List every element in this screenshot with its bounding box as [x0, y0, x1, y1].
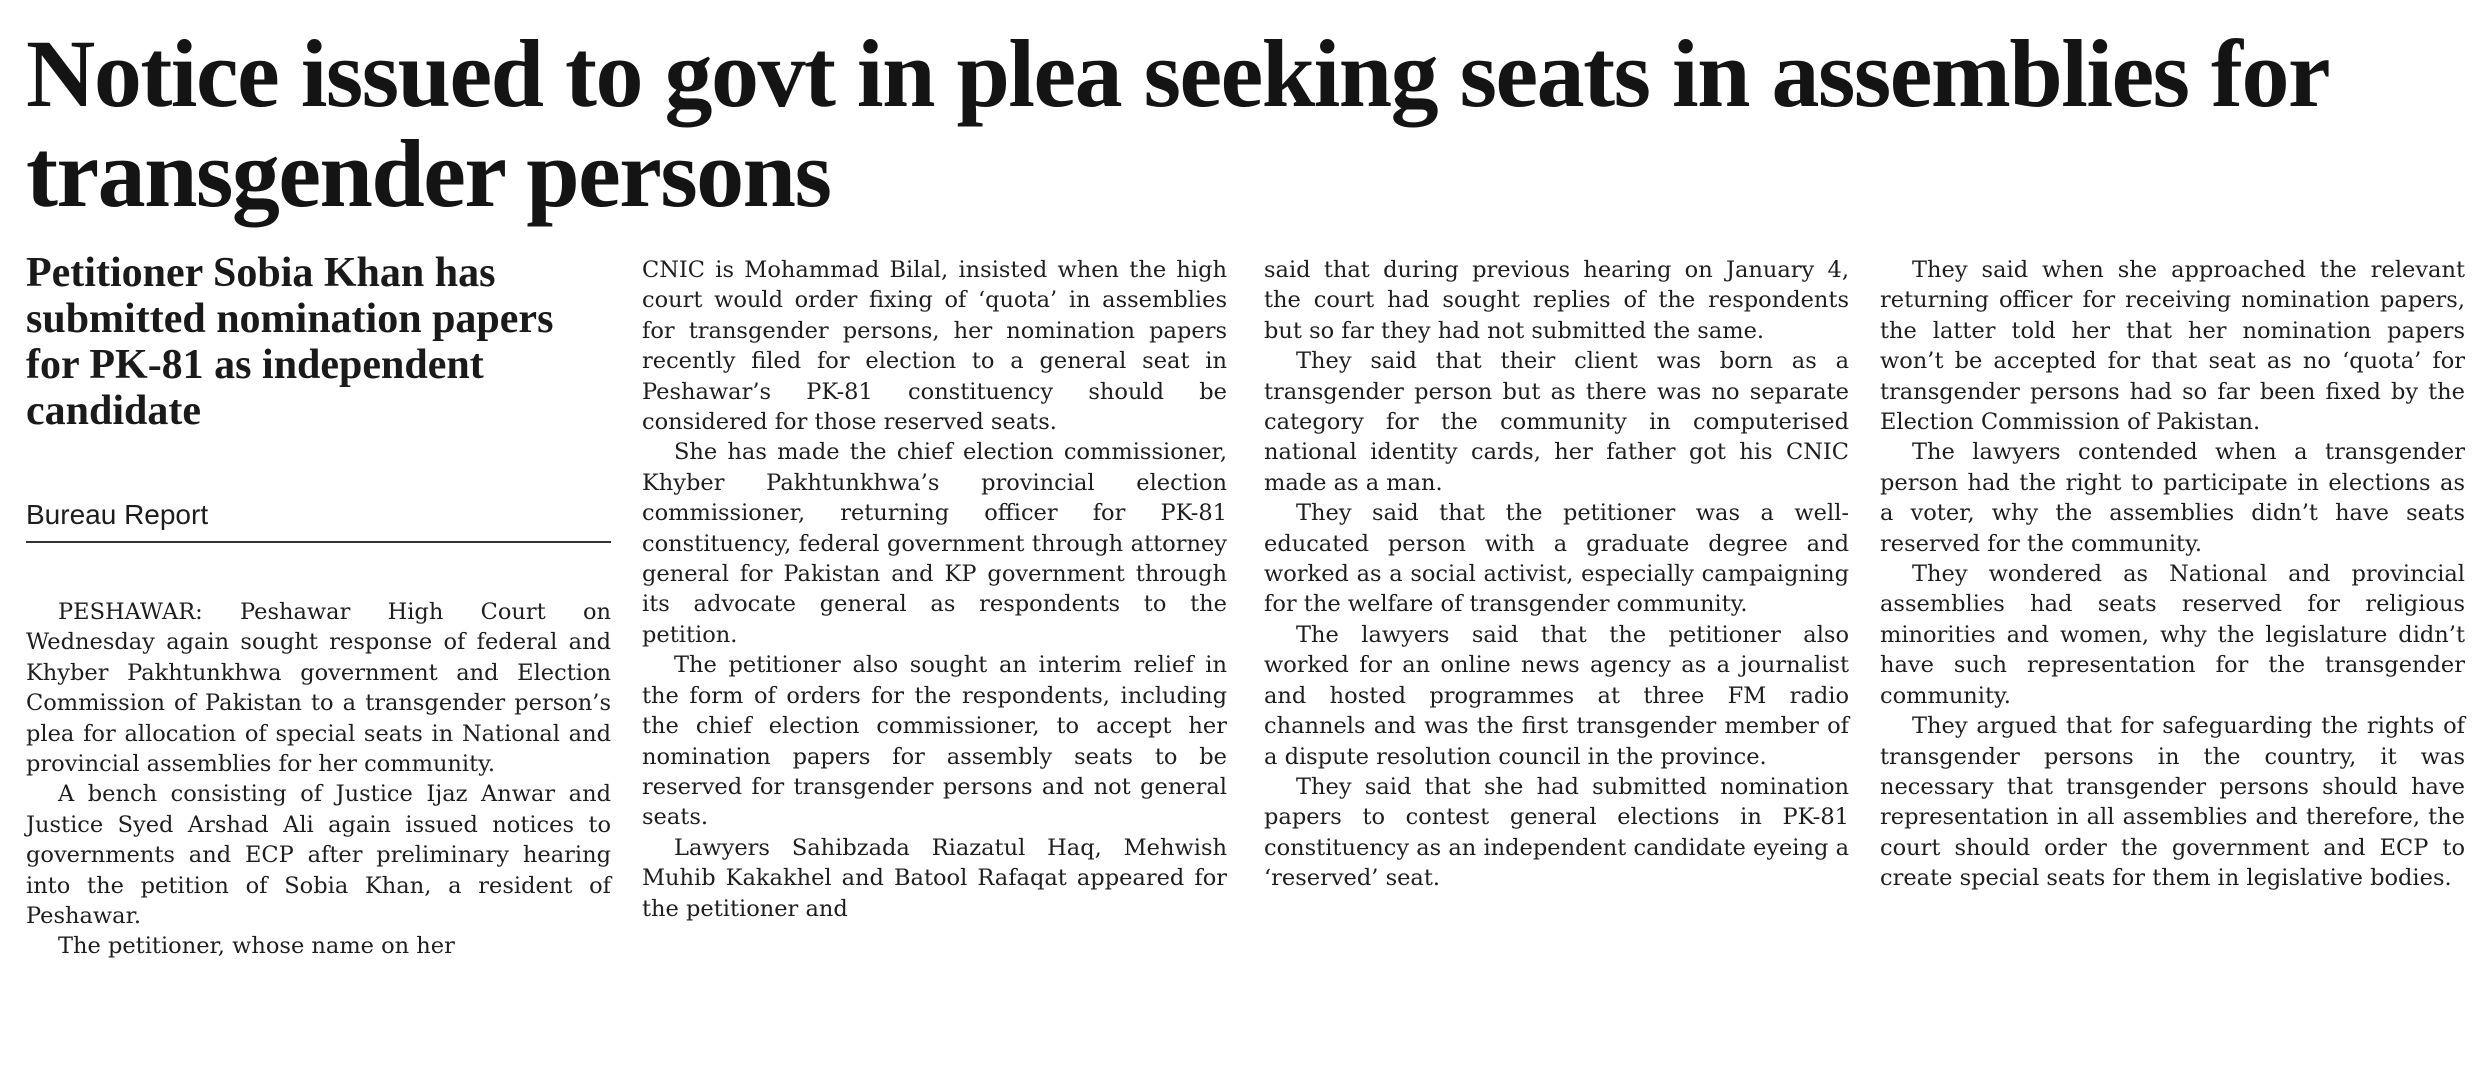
paragraph: They said that the petitioner was a well-educated person with a graduate degree and worked as a social activist, especially campaigning for the welfare of transgender community. — [1264, 500, 1849, 618]
paragraph: PESHAWAR: Peshawar High Court on Wednesday again sought response of federal and Khyber Pakhtunkhwa government and Election Commission of Pakistan to a transgender person’s plea for allocation of special seats in National and provincial assemblies for her community. — [26, 599, 611, 778]
headline: Notice issued to govt in plea seeking seats in assemblies for transgender persons — [26, 20, 2328, 227]
paragraph: They said when she approached the relevant returning officer for receiving nomination papers, the latter told her that her nomination papers won’t be accepted for that seat as no ‘quota’ for transgender persons had so far been fixed by the Election Commission of Pakistan. — [1880, 257, 2465, 436]
paragraph: The lawyers contended when a transgender person had the right to participate in elections as a voter, why the assemblies didn’t have seats reserved for the community. — [1880, 439, 2465, 557]
paragraph: They said that she had submitted nomination papers to contest general elections in PK-81 constituency as an independent candidate eyeing a ‘reserved’ seat. — [1264, 773, 1849, 892]
body-column-2 — [642, 255, 1227, 924]
paragraph: CNIC is Mohammad Bilal, insisted when the high court would order fixing of ‘quota’ in assemblies for transgender persons, her nomination papers recently filed for election to a general seat in Peshawar’s PK-81 constituency should be considered for those reserved seats. — [642, 257, 1227, 436]
paragraph: said that during previous hearing on January 4, the court had sought replies of the respondents but so far they had not submitted the same. — [1264, 257, 1849, 344]
byline: Bureau Report — [26, 499, 209, 530]
paragraph: The lawyers said that the petitioner also worked for an online news agency as a journalist and hosted programmes at three FM radio channels and was the first transgender member of a dispute resolution council in the province. — [1264, 621, 1849, 770]
paragraph: Lawyers Sahibzada Riazatul Haq, Mehwish Muhib Kakakhel and Batool Rafaqat appeared for the petitioner and — [642, 834, 1227, 922]
paragraph: The petitioner also sought an interim relief in the form of orders for the respondents, including the chief election commissioner, to accept her nomination papers for assembly seats to be reserved for transgender persons and not general seats. — [642, 652, 1227, 831]
byline-divider — [26, 541, 611, 543]
body-column-4 — [1880, 255, 2465, 894]
paragraph: They said that their client was born as a transgender person but as there was no separate category for the community in computerised national identity cards, her father got his CNIC made as a man. — [1264, 348, 1849, 496]
body-column-1 — [26, 597, 611, 962]
paragraph: The petitioner, whose name on her — [58, 933, 455, 960]
subheadline: Petitioner Sobia Khan has submitted nomination papers for PK-81 as independent candidate — [26, 250, 554, 434]
body-column-3 — [1264, 255, 1849, 894]
paragraph: They wondered as National and provincial assemblies had seats reserved for religious minorities and women, why the legislature didn’t have such representation for the transgender community. — [1880, 561, 2465, 709]
paragraph: A bench consisting of Justice Ijaz Anwar and Justice Syed Arshad Ali again issued notices to governments and ECP after preliminary hearing into the petition of Sobia Khan, a resident of Peshawar. — [26, 781, 611, 930]
paragraph: She has made the chief election commissioner, Khyber Pakhtunkhwa’s provincial election commissioner, returning officer for PK-81 constituency, federal government through attorney general for Pakistan and KP government through its advocate general as respondents to the petition. — [642, 439, 1227, 648]
paragraph: They argued that for safeguarding the rights of transgender persons in the country, it was necessary that transgender persons should have representation in all assemblies and therefore, the court should order the government and ECP to create special seats for them in legislative bodies. — [1880, 713, 2465, 892]
